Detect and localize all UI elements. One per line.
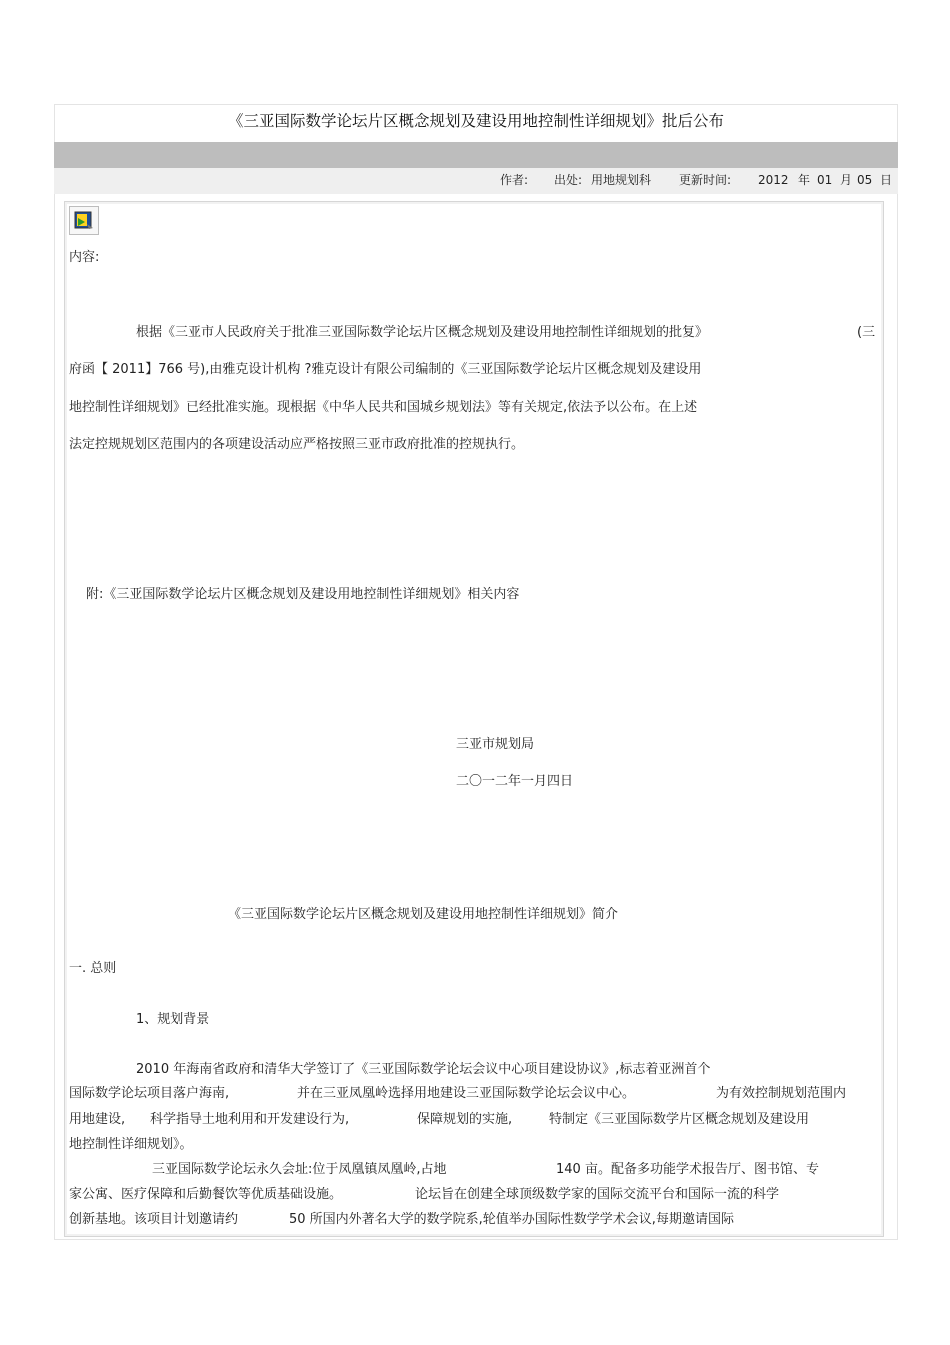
para1-line-2c: 为有效控制规划范围内 [716, 1086, 847, 1101]
para1-line-3b: 科学指导土地利用和开发建设行为, [150, 1112, 350, 1127]
document-icon-glyph [73, 210, 95, 231]
signature-org: 三亚市规划局 [456, 737, 535, 752]
para1-line-3d: 特制定《三亚国际数学片区概念规划及建设用 [549, 1112, 810, 1127]
notice-line-3: 地控制性详细规划》已经批准实施。现根据《中华人民共和国城乡规划法》等有关规定,依法予以公布。在上述 [69, 400, 698, 415]
section-heading: 一. 总则 [69, 961, 117, 976]
para1-line-3a: 用地建设, [69, 1112, 126, 1127]
intro-title: 《三亚国际数学论坛片区概念规划及建设用地控制性详细规划》简介 [228, 907, 619, 922]
notice-line-1a: 根据《三亚市人民政府关于批准三亚国际数学论坛片区概念规划及建设用地控制性详细规划的批复》 [136, 325, 709, 340]
notice-line-1b: (三 [857, 325, 876, 340]
content-label: 内容: [69, 250, 100, 265]
para1-line-3c: 保障规划的实施, [417, 1112, 513, 1127]
notice-line-2: 府函【 2011】766 号),由雅克设计机构 ?雅克设计有限公司编制的《三亚国际数学论坛片区概念规划及建设用 [69, 362, 702, 377]
para1-line-4: 地控制性详细规划》。 [69, 1137, 193, 1152]
para2-line-2a: 家公寓、医疗保障和后勤餐饮等优质基础设施。 [69, 1187, 343, 1202]
para2-line-2b: 论坛旨在创建全球顶级数学家的国际交流平台和国际一流的科学 [415, 1187, 780, 1202]
para2-line-3a: 创新基地。该项目计划邀请约 [69, 1212, 239, 1227]
source-label: 出处: [554, 173, 583, 187]
date-month-unit: 月 [840, 173, 853, 187]
para1-line-1: 2010 年海南省政府和清华大学签订了《三亚国际数学论坛会议中心项目建设协议》,标志着亚洲首个 [136, 1062, 711, 1077]
date-day-unit: 日 [880, 173, 893, 187]
signature-date: 二〇一二年一月四日 [456, 774, 574, 789]
updated-label: 更新时间: [679, 173, 732, 187]
date-year-unit: 年 [798, 173, 811, 187]
attachment-link[interactable]: 附:《三亚国际数学论坛片区概念规划及建设用地控制性详细规划》相关内容 [86, 587, 520, 602]
para1-line-2b: 并在三亚凤凰岭选择用地建设三亚国际数学论坛会议中心。 [297, 1086, 636, 1101]
date-month: 01 [817, 173, 833, 187]
date-day: 05 [857, 173, 873, 187]
notice-line-4: 法定控规规划区范围内的各项建设活动应严格按照三亚市政府批准的控规执行。 [69, 437, 525, 452]
author-label: 作者: [500, 173, 529, 187]
para1-line-2a: 国际数学论坛项目落户海南, [69, 1086, 230, 1101]
document-icon[interactable] [69, 206, 99, 235]
date-year: 2012 [758, 173, 789, 187]
subsection-heading: 1、规划背景 [136, 1012, 210, 1027]
header-bar [54, 142, 898, 168]
para2-line-3b: 50 所国内外著名大学的数学院系,轮值举办国际性数学学术会议,每期邀请国际 [289, 1212, 734, 1227]
para2-line-1a: 三亚国际数学论坛永久会址:位于凤凰镇凤凰岭,占地 [152, 1162, 447, 1177]
content-box [64, 201, 884, 1237]
meta-row [54, 168, 898, 194]
page-title: 《三亚国际数学论坛片区概念规划及建设用地控制性详细规划》批后公布 [227, 112, 724, 130]
source-value: 用地规划科 [591, 173, 652, 187]
para2-line-1b: 140 亩。配备多功能学术报告厅、图书馆、专 [556, 1162, 819, 1177]
